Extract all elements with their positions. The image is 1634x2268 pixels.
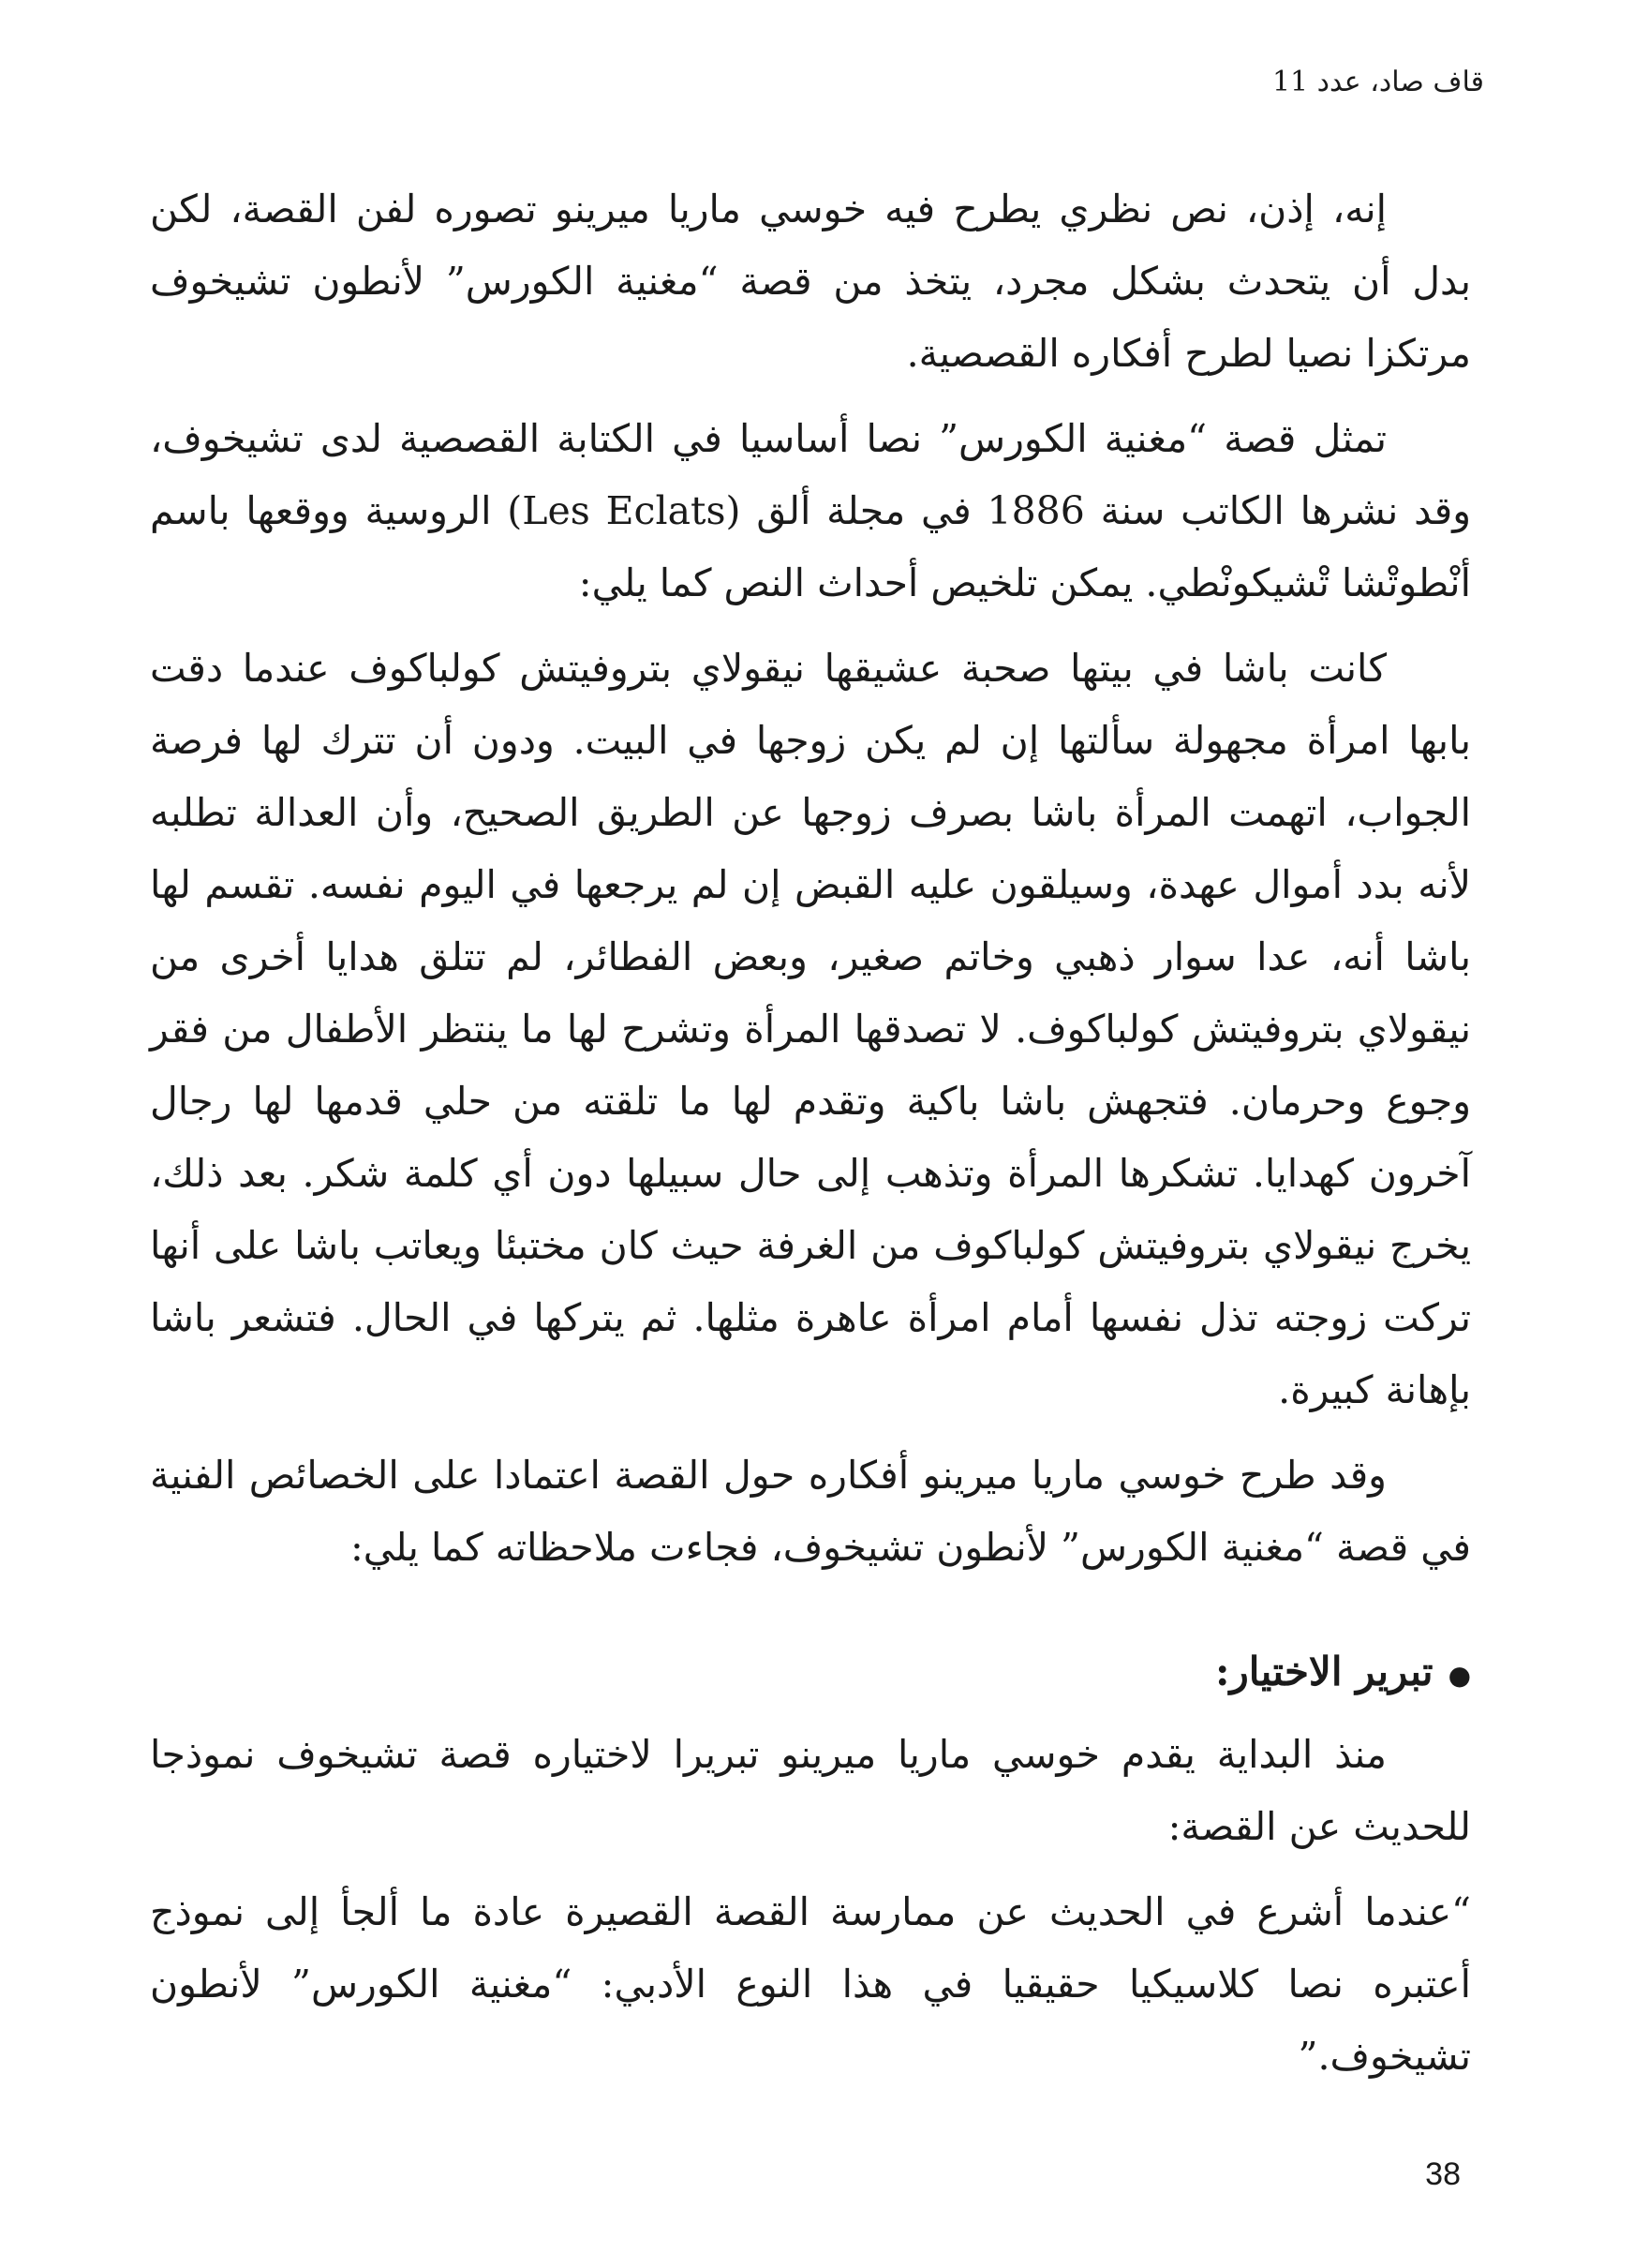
body-text bbox=[150, 173, 1471, 2106]
paragraph-story-background: تمثل قصة “مغنية الكورس” نصا أساسيا في الكتابة القصصية لدى تشيخوف، وقد نشرها الكاتب سنة 1886 في مجلة ألق (Les Eclats) الروسية ووقعها باسم أنْطوتْشا تْشيكونْطي. يمكن تلخيص أحداث النص كما يلي: bbox=[150, 416, 1471, 605]
page-number: 38 bbox=[1425, 2156, 1461, 2192]
paragraph-story-summary: كانت باشا في بيتها صحبة عشيقها نيقولاي بتروفيتش كولباكوف عندما دقت بابها امرأة مجهولة سألتها إن لم يكن زوجها في البيت. ودون أن تترك لها فرصة الجواب، اتهمت المرأة باشا بصرف زوجها عن الطريق الصحيح، وأن العدالة تطلبه لأنه بدد أموال عهدة، وسيلقون عليه القبض إن لم يرجعها في اليوم نفسه. تقسم لها باشا أنه، عدا سوار ذهبي وخاتم صغير، وبعض الفطائر، لم تتلق هدايا أخرى من نيقولاي بتروفيتش كولباكوف. لا تصدقها المرأة وتشرح لها ما ينتظر الأطفال من فقر وجوع وحرمان. فتجهش باشا باكية وتقدم لها ما تلقته من حلي قدمها لها رجال آخرون كهدايا. تشكرها المرأة وتذهب إلى حال سبيلها دون أي كلمة شكر. بعد ذلك، يخرج نيقولاي بتروفيتش كولباكوف من الغرفة حيث كان مختبئا ويعاتب باشا على أنها تركت زوجته تذل نفسها أمام امرأة عاهرة مثلها. ثم يتركها في الحال. فتشعر باشا بإهانة كبيرة. bbox=[150, 646, 1471, 1412]
paragraph-justification: منذ البداية يقدم خوسي ماريا ميرينو تبريرا لاختياره قصة تشيخوف نموذجا للحديث عن القصة: bbox=[150, 1731, 1471, 1849]
bullet-icon: ● bbox=[1448, 1659, 1471, 1691]
section-heading-text: تبرير الاختيار: bbox=[1215, 1649, 1433, 1694]
block-quote: “عندما أشرع في الحديث عن ممارسة القصة القصيرة عادة ما ألجأ إلى نموذج أعتبره نصا كلاسيكيا حقيقيا في هذا النوع الأدبي: “مغنية الكورس” لأنطون تشيخوف.” bbox=[150, 1888, 1471, 2079]
section-heading bbox=[150, 1635, 1471, 1711]
paragraph-intro: إنه، إذن، نص نظري يطرح فيه خوسي ماريا ميرينو تصوره لفن القصة، لكن بدل أن يتحدث بشكل مجرد، يتخذ من قصة “مغنية الكورس” لأنطون تشيخوف مرتكزا نصيا لطرح أفكاره القصصية. bbox=[150, 187, 1471, 376]
paragraph-transition: وقد طرح خوسي ماريا ميرينو أفكاره حول القصة اعتمادا على الخصائص الفنية في قصة “مغنية الكورس” لأنطون تشيخوف، فجاءت ملاحظاته كما يلي: bbox=[150, 1453, 1471, 1570]
running-header: قاف صاد، عدد 11 bbox=[1271, 66, 1484, 98]
